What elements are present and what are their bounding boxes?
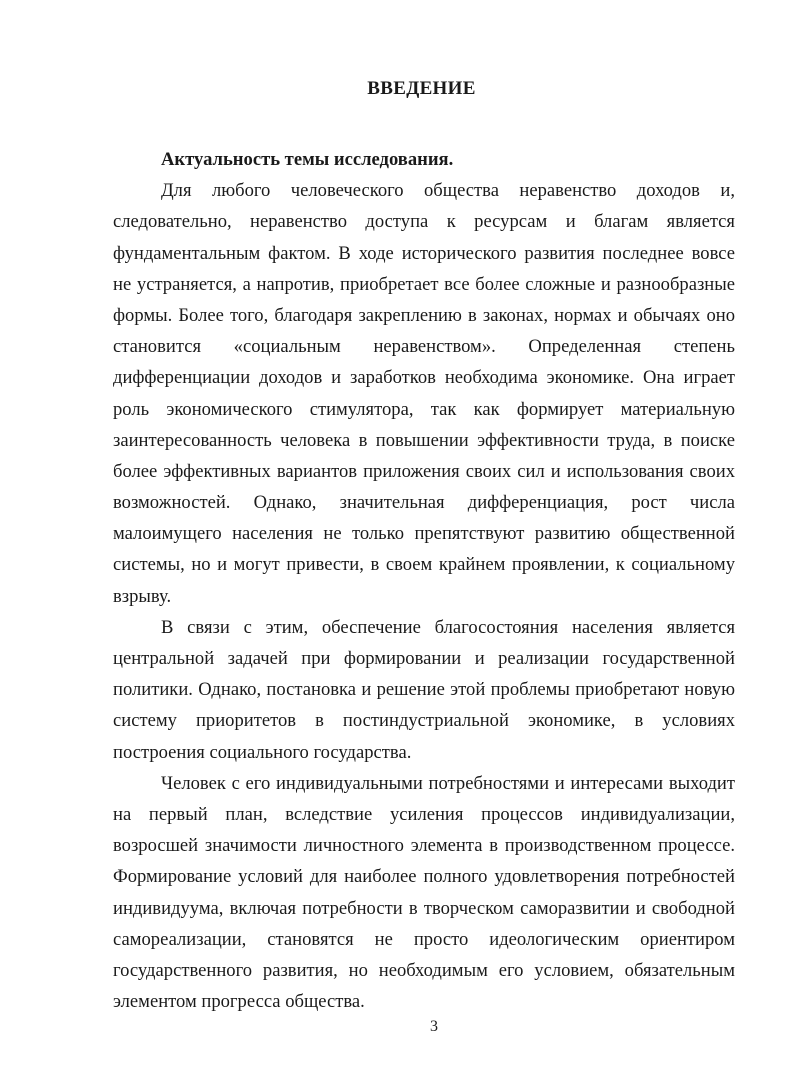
text-line: малоимущего населения не только препятствуют развитию общественной <box>113 523 735 545</box>
text-line: Формирование условий для наиболее полного удовлетворения потребностей <box>113 866 735 888</box>
text-line: следовательно, неравенство доступа к ресурсам и благам является <box>113 211 735 233</box>
page-number: 3 <box>430 1018 438 1035</box>
text-line: Человек с его индивидуальными потребностями и интересами выходит <box>161 772 735 794</box>
text-line: государственного развития, но необходимым его условием, обязательным <box>113 959 735 981</box>
text-line: элементом прогресса общества. <box>113 991 365 1013</box>
paragraph-2 <box>113 612 735 768</box>
text-line: политики. Однако, постановка и решение этой проблемы приобретают новую <box>113 679 735 701</box>
text-line: дифференциации доходов и заработков необходима экономике. Она играет <box>113 367 735 389</box>
paragraph-1 <box>113 175 735 612</box>
page-title: ВВЕДЕНИЕ <box>367 78 476 99</box>
text-line: возросшей значимости личностного элемента в производственном процессе. <box>113 835 735 857</box>
text-line: фундаментальным фактом. В ходе исторического развития последнее вовсе <box>113 242 735 264</box>
text-line: взрыву. <box>113 585 172 607</box>
text-line: индивидуума, включая потребности в творческом саморазвитии и свободной <box>113 897 735 919</box>
text-line: центральной задачей при формировании и реализации государственной <box>113 648 735 669</box>
body-text <box>113 144 735 1017</box>
section-heading: Актуальность темы исследования. <box>161 149 454 170</box>
text-line: не устраняется, а напротив, приобретает все более сложные и разнообразные <box>113 273 735 295</box>
text-line: В связи с этим, обеспечение благосостояния населения является <box>161 616 735 638</box>
text-line: становится «социальным неравенством». Определенная степень <box>113 336 735 358</box>
text-line: системы, но и могут привести, в своем крайнем проявлении, к социальному <box>113 554 735 576</box>
text-line: более эффективных вариантов приложения своих сил и использования своих <box>113 460 735 482</box>
text-line: самореализации, становятся не просто идеологическим ориентиром <box>113 928 735 950</box>
text-line: роль экономического стимулятора, так как формирует материальную <box>113 398 735 420</box>
paragraph-3 <box>113 768 735 1018</box>
text-line: систему приоритетов в постиндустриальной экономике, в условиях <box>113 710 735 732</box>
text-line: построения социального государства. <box>113 741 412 763</box>
text-line: на первый план, вследствие усиления процессов индивидуализации, <box>113 803 735 825</box>
text-line: возможностей. Однако, значительная дифференциация, рост числа <box>113 492 735 514</box>
text-line: заинтересованность человека в повышении эффективности труда, в поиске <box>113 429 735 451</box>
text-line: формы. Более того, благодаря закреплению в законах, нормах и обычаях оно <box>113 304 735 326</box>
text-line: Для любого человеческого общества неравенство доходов и, <box>161 180 735 202</box>
